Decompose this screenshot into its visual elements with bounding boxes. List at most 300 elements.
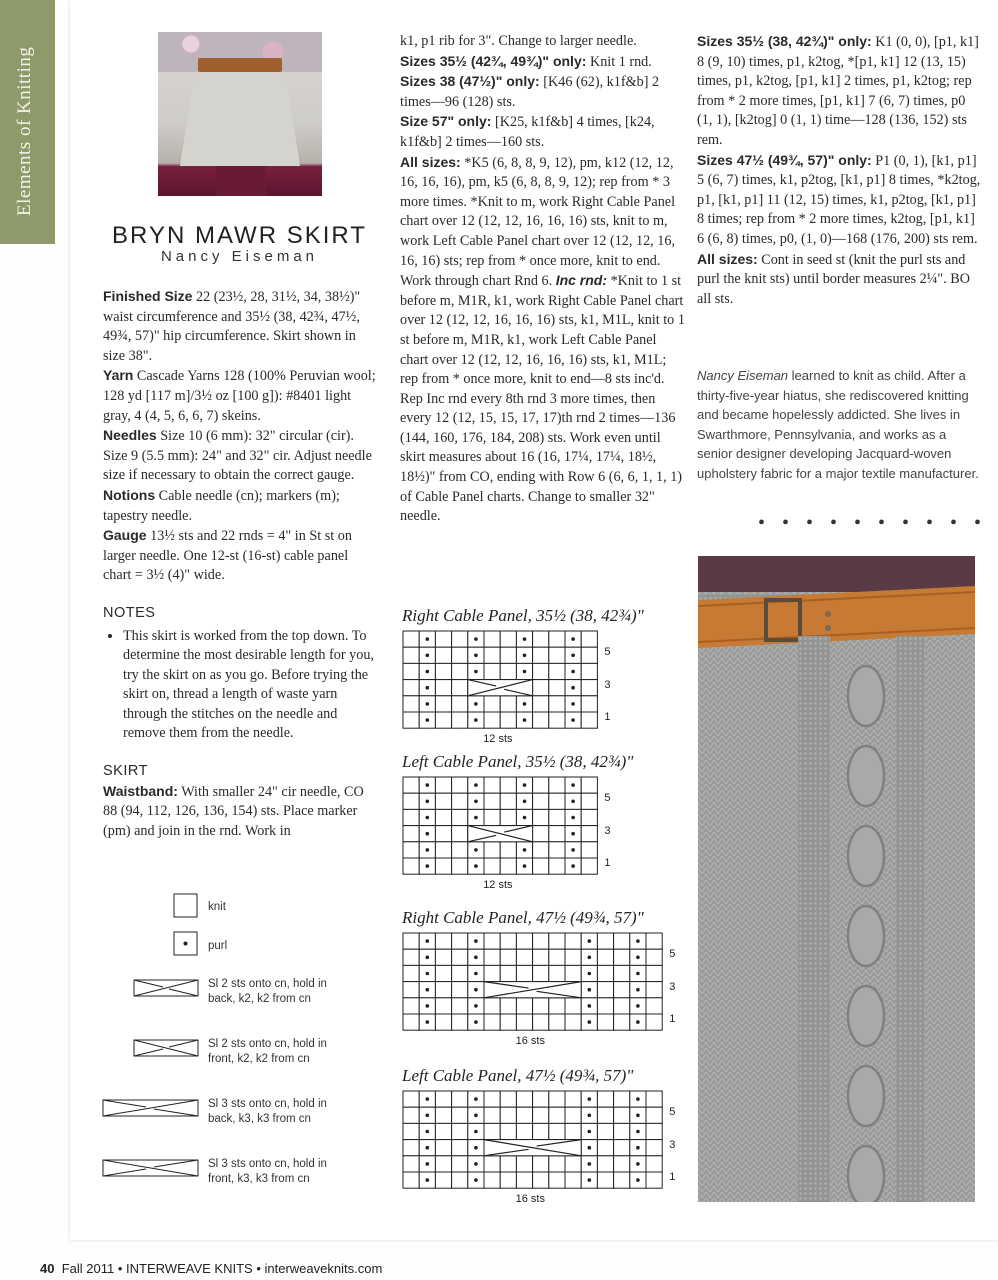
chart-row-number: 1: [669, 1171, 676, 1183]
spec-text: 22 (23½, 28, 31½, 34, 38½)" waist circumference and 35½ (38, 42¾, 47½, 49¾, 57)" hip circumference. Skirt shown in size 38".: [103, 289, 361, 364]
chart-cell: [452, 1091, 468, 1107]
column-1: [103, 287, 378, 841]
chart-cell: [403, 647, 419, 663]
chart-cell: [403, 998, 419, 1014]
chart-cell: [597, 949, 613, 965]
chart-cell: [549, 858, 565, 874]
chart-cell: [549, 949, 565, 965]
purl-dot: [474, 864, 478, 868]
chart-cell: [516, 1172, 532, 1188]
chart-row-number: 5: [669, 948, 676, 961]
purl-symbol: [173, 931, 198, 956]
chart-cell: [597, 1014, 613, 1030]
page-footer: [40, 1261, 382, 1276]
instruction-all-sizes: [400, 153, 685, 390]
chart-cell: [516, 1123, 532, 1139]
designer-bio-text: learned to knit as child. After a thirty-five-year hiatus, she rediscovered knitting and became hopelessly addicted. She lives in Swarthmore, Pennsylvania, and works as a senior designer developing Jacquard-woven upholstery fabric for a major textile manufacturer.: [697, 368, 979, 481]
chart-cell: [533, 647, 549, 663]
instruction-sizes-large: [697, 151, 982, 250]
waistband-text: With smaller 24" cir needle, CO 88 (94, 112, 126, 136, 154) sts. Place marker (pm) and join in the rnd. Work in: [103, 783, 364, 839]
purl-dot: [636, 972, 640, 976]
instruction-text: Rep Inc rnd every 8th rnd 3 more times, then every 12 (12, 15, 15, 17, 17)th rnd 2 times—136 (144, 160, 176, 184, 208) sts. Work even until skirt measures about 16 (16, 17¼, 17¼, 18½, 18½)" from CO, ending with Row 6 (6, 6, 1, 1, 1) of Cable Panel charts. Change to smaller 32" needle.: [400, 390, 683, 525]
chart-cell: [646, 933, 662, 949]
purl-dot: [426, 1020, 430, 1024]
column-2: [400, 32, 685, 527]
chart-cell: [533, 965, 549, 981]
chart-cell: [435, 949, 451, 965]
designer-name: Nancy Eiseman: [697, 368, 789, 383]
purl-dot: [426, 800, 430, 804]
purl-dot: [426, 1130, 430, 1134]
chart-cell: [435, 631, 451, 647]
chart-cell: [614, 1156, 630, 1172]
chart-title: Right Cable Panel, 35½ (38, 42¾)": [402, 606, 644, 625]
footer-separator: •: [256, 1261, 261, 1276]
photo-seed-panel: [798, 636, 830, 1202]
chart-cell: [484, 663, 500, 679]
chart-row-number: 3: [604, 824, 611, 837]
purl-dot: [571, 848, 575, 852]
chart-cell: [452, 663, 468, 679]
chart-cell: [533, 1156, 549, 1172]
chart-cell: [533, 933, 549, 949]
chart-cell: [549, 777, 565, 793]
chart-cell: [435, 965, 451, 981]
purl-dot: [588, 956, 592, 960]
skirt-heading: SKIRT: [103, 763, 148, 780]
chart-cell: [646, 1014, 662, 1030]
purl-dot: [474, 637, 478, 641]
chart-cell: [452, 1123, 468, 1139]
purl-dot: [636, 939, 640, 943]
purl-dot: [426, 988, 430, 992]
size-label: Sizes 47½ (49¾, 57)" only:: [697, 151, 872, 168]
purl-dot: [474, 1162, 478, 1166]
size-label: All sizes:: [400, 153, 461, 170]
chart-cell: [435, 982, 451, 998]
chart-cell: [484, 777, 500, 793]
chart-row-number: 3: [669, 1138, 676, 1151]
chart-cell: [533, 998, 549, 1014]
chart-cell: [581, 777, 597, 793]
legend-cable-label: Sl 3 sts onto cn, hold in front, k3, k3 from cn: [208, 1158, 327, 1185]
chart-cell: [516, 1091, 532, 1107]
purl-dot: [474, 988, 478, 992]
purl-dot: [636, 1097, 640, 1101]
chart-cell: [565, 1107, 581, 1123]
chart-cell: [403, 1140, 419, 1156]
chart-cell: [500, 933, 516, 949]
purl-dot: [474, 702, 478, 706]
purl-dot: [426, 654, 430, 658]
purl-dot: [571, 702, 575, 706]
chart-cell: [646, 982, 662, 998]
chart-cell: [403, 631, 419, 647]
chart-cell: [435, 1140, 451, 1156]
chart-cell: [581, 712, 597, 728]
chart-cell: [549, 965, 565, 981]
chart-cell: [581, 696, 597, 712]
chart-cell: [549, 1091, 565, 1107]
chart-cell: [452, 1172, 468, 1188]
purl-dot: [426, 816, 430, 820]
purl-dot: [474, 783, 478, 787]
chart-cell: [581, 826, 597, 842]
chart-cell: [452, 809, 468, 825]
chart-cell: [435, 1172, 451, 1188]
legend-cable-label: Sl 2 sts onto cn, hold in front, k2, k2 from cn: [208, 1038, 327, 1065]
size-label: Sizes 35½ (38, 42¾)" only:: [697, 33, 872, 49]
chart-cell: [565, 1172, 581, 1188]
instruction-text: k1, p1 rib for 3". Change to larger needle.: [400, 33, 637, 49]
skirt-thumbnail-photo: [158, 32, 322, 196]
purl-dot: [426, 1097, 430, 1101]
chart-cell: [452, 965, 468, 981]
chart-cell: [403, 933, 419, 949]
chart-cell: [597, 1140, 613, 1156]
purl-dot: [523, 654, 527, 658]
chart-cell: [565, 1091, 581, 1107]
chart-cell: [597, 982, 613, 998]
chart-cell: [452, 1014, 468, 1030]
chart-cell: [403, 965, 419, 981]
chart-cell: [646, 1123, 662, 1139]
chart-cell: [581, 858, 597, 874]
chart-cell: [533, 777, 549, 793]
chart-cell: [533, 826, 549, 842]
chart-cell: [565, 1123, 581, 1139]
chart-cell: [484, 858, 500, 874]
chart-cell: [597, 998, 613, 1014]
chart-cell: [452, 826, 468, 842]
notes-heading: NOTES: [103, 604, 156, 621]
purl-dot: [636, 1130, 640, 1134]
chart-left-cable-large: [400, 1066, 690, 1206]
chart-cell: [533, 1123, 549, 1139]
chart-cell: [614, 949, 630, 965]
purl-dot: [474, 972, 478, 976]
chart-title: Left Cable Panel, 35½ (38, 42¾)": [402, 752, 634, 771]
chart-cell: [500, 842, 516, 858]
chart-left-cable-small: [400, 752, 634, 892]
chart-cell: [597, 1172, 613, 1188]
purl-dot: [588, 1178, 592, 1182]
chart-title: Left Cable Panel, 47½ (49¾, 57)": [402, 1066, 634, 1085]
chart-cell: [500, 858, 516, 874]
instruction-text: [K25, k1f&b] 4 times, [k24, k1f&b] 2 times—160 sts.: [400, 114, 655, 150]
size-label: Sizes 38 (47½)" only:: [400, 73, 540, 90]
size-label: Sizes 35½ (42¾, 49¾)" only:: [400, 52, 587, 69]
purl-dot: [474, 1004, 478, 1008]
issue-label: Fall 2011: [61, 1261, 115, 1276]
purl-dot: [636, 956, 640, 960]
chart-cell: [435, 1014, 451, 1030]
chart-cell: [435, 1107, 451, 1123]
chart-cell: [597, 1107, 613, 1123]
chart-cell: [549, 631, 565, 647]
chart-cell: [435, 858, 451, 874]
purl-dot: [523, 864, 527, 868]
chart-cell: [484, 809, 500, 825]
chart-cell: [435, 712, 451, 728]
instruction-all-sizes-border: [697, 250, 982, 310]
chart-cell: [500, 647, 516, 663]
chart-cell: [403, 712, 419, 728]
chart-cell: [597, 1123, 613, 1139]
chart-cell: [614, 1014, 630, 1030]
chart-cell: [435, 998, 451, 1014]
purl-dot: [588, 972, 592, 976]
purl-dot: [636, 1114, 640, 1118]
purl-dot: [426, 956, 430, 960]
photo-legs: [216, 166, 266, 196]
chart-cell: [581, 842, 597, 858]
purl-dot: [474, 848, 478, 852]
chart-cell: [403, 1014, 419, 1030]
chart-cell: [452, 777, 468, 793]
knit-symbol: [173, 893, 198, 918]
purl-dot: [636, 1004, 640, 1008]
instruction-text: K1 (0, 0), [p1, k1] 8 (9, 10) times, p1, k2tog, *[p1, k1] 12 (13, 15) times, p1, k2tog, [p1, k1] 2 times, p1, k2tog; rep from * 2 more times, [p1, k1] 7 (6, 7) times, p0 (1, 1), [k2tog] 0 (1, 1) time—128 (136, 152) sts rem.: [697, 34, 979, 148]
chart-cell: [533, 1172, 549, 1188]
chart-cell: [452, 631, 468, 647]
cable-2-back-symbol: [133, 977, 199, 999]
purl-dot: [426, 1146, 430, 1150]
chart-cell: [403, 1123, 419, 1139]
purl-dot: [523, 816, 527, 820]
chart-right-cable-large: [400, 908, 690, 1048]
chart-cell: [500, 1107, 516, 1123]
chart-cell: [403, 1172, 419, 1188]
chart-cell: [435, 809, 451, 825]
chart-cell: [435, 842, 451, 858]
instruction-sizes-c: [400, 112, 685, 152]
chart-cell: [614, 1123, 630, 1139]
photo-belt: [198, 58, 282, 72]
legend-cable-label: Sl 2 sts onto cn, hold in back, k2, k2 from cn: [208, 978, 327, 1005]
spec-text: Cascade Yarns 128 (100% Peruvian wool; 128 yd [117 m]/3½ oz [100 g]): #8401 light gray, 4 (4, 5, 6, 6, 7) skeins.: [103, 368, 376, 424]
purl-dot: [474, 939, 478, 943]
purl-dot: [474, 1097, 478, 1101]
section-tab: [0, 0, 55, 244]
purl-dot: [426, 848, 430, 852]
purl-dot: [571, 800, 575, 804]
chart-cell: [516, 933, 532, 949]
purl-dot: [636, 1020, 640, 1024]
instruction-text: *Knit to 1 st before m, M1R, k1, work Right Cable Panel chart over 12 (12, 12, 16, 16, 16) sts, k1, M1L, knit to 1 st before m, M1R, k1, work Left Cable Panel chart over 12 (12, 12, 16, 16, 16) sts, k1, M1L; rep from * once more, knit to end—8 sts inc'd.: [400, 273, 685, 388]
purl-dot: [571, 686, 575, 690]
purl-dot: [474, 670, 478, 674]
spec-label: Notions: [103, 486, 156, 503]
legend-cable-label: Sl 3 sts onto cn, hold in back, k3, k3 from cn: [208, 1098, 327, 1125]
chart-cell: [484, 696, 500, 712]
spec-notions: [103, 486, 378, 526]
chart-cell: [646, 1156, 662, 1172]
purl-dot: [426, 939, 430, 943]
chart-cell: [452, 982, 468, 998]
chart-cell: [484, 631, 500, 647]
chart-cell: [565, 949, 581, 965]
chart-cell: [500, 631, 516, 647]
chart-cell: [614, 982, 630, 998]
chart-cell: [484, 1014, 500, 1030]
chart-cell: [452, 647, 468, 663]
chart-cell: [646, 1172, 662, 1188]
spec-label: Gauge: [103, 527, 147, 544]
chart-stitch-count: 16 sts: [515, 1193, 545, 1206]
chart-cell: [581, 631, 597, 647]
chart-cell: [516, 998, 532, 1014]
chart-cell: [452, 998, 468, 1014]
page-number: 40: [40, 1261, 55, 1276]
chart-cell: [435, 1123, 451, 1139]
purl-dot: [523, 637, 527, 641]
chart-cell: [500, 998, 516, 1014]
chart-row-number: 1: [669, 1013, 676, 1025]
spec-text: Size 10 (6 mm): 32" circular (cir). Size 9 (5.5 mm): 24" and 32" cir. Adjust needle size if necessary to obtain the correct gauge.: [103, 428, 372, 484]
chart-row-number: 5: [604, 792, 611, 805]
chart-cell: [614, 998, 630, 1014]
purl-dot: [426, 702, 430, 706]
chart-cell: [500, 793, 516, 809]
legend-knit-label: knit: [208, 901, 226, 913]
purl-dot: [426, 864, 430, 868]
instruction-sizes-b: [400, 72, 685, 112]
purl-dot: [523, 718, 527, 722]
purl-dot: [588, 1004, 592, 1008]
chart-cell: [452, 858, 468, 874]
chart-cell: [549, 933, 565, 949]
chart-cell: [484, 933, 500, 949]
purl-dot: [426, 1004, 430, 1008]
purl-dot: [571, 718, 575, 722]
chart-cell: [533, 858, 549, 874]
chart-right-cable-small: [400, 606, 644, 746]
section-tab-label: Elements of Knitting: [14, 46, 35, 216]
chart-cell: [549, 1172, 565, 1188]
chart-row-number: 1: [604, 857, 611, 869]
chart-cell: [581, 647, 597, 663]
notes-list: [103, 627, 378, 745]
purl-dot: [474, 1114, 478, 1118]
chart-cell: [452, 842, 468, 858]
pattern-author: Nancy Eiseman: [160, 248, 319, 265]
chart-cell: [597, 1091, 613, 1107]
chart-cell: [484, 949, 500, 965]
chart-cell: [403, 1156, 419, 1172]
chart-cell: [452, 1156, 468, 1172]
chart-cell: [533, 809, 549, 825]
chart-cell: [484, 1123, 500, 1139]
inc-rnd-label: Inc rnd:: [555, 272, 608, 289]
chart-cell: [403, 793, 419, 809]
chart-grid: [402, 630, 598, 729]
chart-cell: [452, 949, 468, 965]
chart-cell: [403, 858, 419, 874]
purl-dot: [523, 848, 527, 852]
chart-cell: [549, 1156, 565, 1172]
spec-yarn: [103, 366, 378, 426]
chart-cell: [516, 1156, 532, 1172]
chart-title: Right Cable Panel, 47½ (49¾, 57)": [402, 908, 644, 927]
chart-cell: [435, 680, 451, 696]
chart-cell: [549, 696, 565, 712]
chart-cell: [549, 1014, 565, 1030]
chart-cell: [533, 949, 549, 965]
chart-cell: [549, 793, 565, 809]
chart-cell: [500, 949, 516, 965]
chart-cell: [533, 663, 549, 679]
instruction-text: *K5 (6, 8, 8, 9, 12), pm, k12 (12, 12, 16, 16, 16), pm, k5 (6, 8, 8, 9, 12); rep from * 3 more times. *Knit to m, work Right Cable Panel chart over 12 (12, 12, 16, 16, 16) sts, knit to m, work Left Cable Panel chart over 12 (12, 12, 16, 16, 16) sts; rep from * once more, knit to end. Work through chart Rnd 6.: [400, 154, 676, 290]
chart-cell: [435, 777, 451, 793]
chart-cell: [403, 949, 419, 965]
chart-cell: [403, 680, 419, 696]
chart-cell: [484, 793, 500, 809]
chart-cell: [614, 965, 630, 981]
chart-stitch-count: 16 sts: [515, 1035, 545, 1048]
cable-3-front-symbol: [102, 1157, 199, 1179]
chart-grid: [402, 1090, 663, 1189]
chart-cell: [533, 631, 549, 647]
section-divider: • • • • • • • • • •: [758, 512, 988, 534]
chart-cell: [452, 696, 468, 712]
purl-dot: [474, 654, 478, 658]
purl-dot: [474, 800, 478, 804]
purl-dot: [474, 1146, 478, 1150]
chart-cell: [500, 965, 516, 981]
chart-cell: [452, 1140, 468, 1156]
chart-cell: [484, 1107, 500, 1123]
purl-dot: [426, 972, 430, 976]
chart-cell: [646, 1140, 662, 1156]
purl-dot: [474, 816, 478, 820]
photo-seed-panel: [896, 636, 924, 1202]
spec-label: Yarn: [103, 367, 134, 384]
chart-cell: [614, 933, 630, 949]
purl-dot: [588, 988, 592, 992]
chart-stitch-count: 12 sts: [483, 733, 513, 746]
chart-grid: [402, 932, 663, 1031]
chart-cell: [435, 933, 451, 949]
chart-cell: [403, 777, 419, 793]
instruction-text: Cont in seed st (knit the purl sts and purl the knit sts) until border measures 2¼". BO all sts.: [697, 251, 970, 307]
purl-dot: [636, 1178, 640, 1182]
chart-cell: [533, 680, 549, 696]
chart-row-number: 3: [669, 980, 676, 993]
magazine-name: INTERWEAVE KNITS: [126, 1261, 253, 1276]
waistband-instructions: [103, 782, 378, 842]
chart-cell: [484, 647, 500, 663]
chart-cell: [549, 809, 565, 825]
chart-cell: [452, 933, 468, 949]
chart-cell: [565, 998, 581, 1014]
purl-dot: [571, 637, 575, 641]
chart-cell: [403, 663, 419, 679]
chart-stitch-count: 12 sts: [483, 879, 513, 892]
chart-cell: [500, 1156, 516, 1172]
instruction-sizes-small: [697, 32, 982, 151]
chart-cell: [597, 1156, 613, 1172]
skirt-detail-photo: [698, 556, 975, 1202]
purl-dot: [588, 1146, 592, 1150]
chart-cell: [646, 1091, 662, 1107]
chart-cell: [549, 680, 565, 696]
chart-cell: [403, 842, 419, 858]
chart-row-number: 5: [669, 1106, 676, 1119]
purl-dot: [426, 1114, 430, 1118]
purl-dot: [426, 637, 430, 641]
chart-cell: [646, 965, 662, 981]
